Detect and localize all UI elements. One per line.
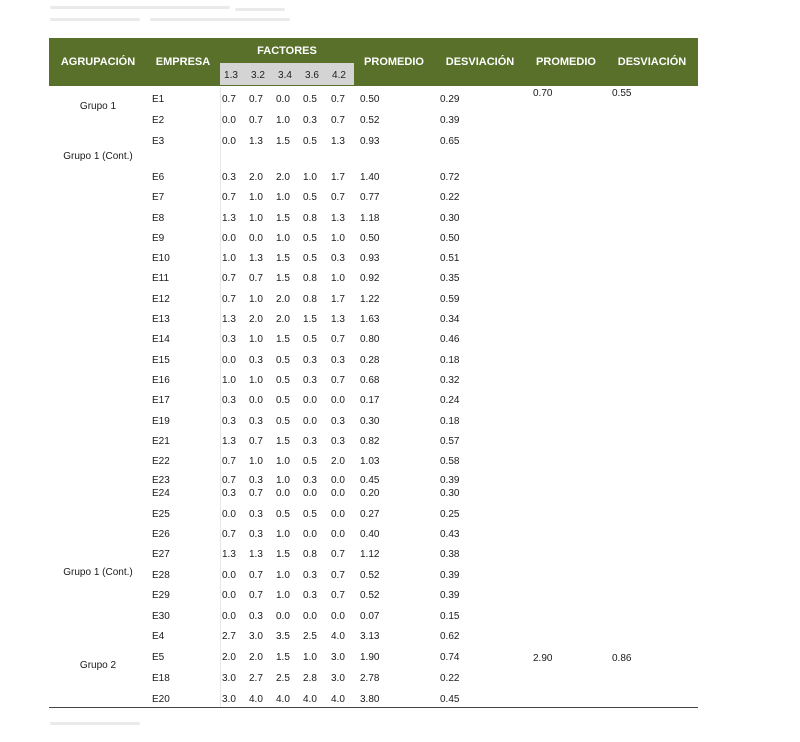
- empresa-cell: E4: [152, 631, 165, 642]
- desviacion-cell: 0.65: [440, 136, 460, 147]
- factor-cell: 2.5: [303, 631, 317, 642]
- promedio-cell: 1.03: [360, 456, 380, 467]
- factor-cell: 1.5: [276, 136, 290, 147]
- group-label: Grupo 1: [79, 101, 117, 112]
- factor-cell: 0.0: [222, 355, 236, 366]
- factor-cell: 0.0: [222, 509, 236, 520]
- factor-cell: 1.3: [222, 436, 236, 447]
- factor-cell: 1.0: [222, 253, 236, 264]
- factor-cell: 4.0: [331, 631, 345, 642]
- promedio-cell: 0.93: [360, 253, 380, 264]
- factor-cell: 0.8: [303, 273, 317, 284]
- desviacion-cell: 0.57: [440, 436, 460, 447]
- factor-cell: 1.5: [303, 314, 317, 325]
- factor-cell: 2.8: [303, 673, 317, 684]
- factor-cell: 0.3: [331, 355, 345, 366]
- empresa-cell: E12: [152, 294, 170, 305]
- factor-cell: 1.5: [276, 549, 290, 560]
- desviacion-cell: 0.39: [440, 590, 460, 601]
- factor-cell: 1.5: [276, 334, 290, 345]
- factor-cell: 1.0: [276, 590, 290, 601]
- factor-cell: 0.5: [276, 509, 290, 520]
- factor-cell: 0.0: [222, 590, 236, 601]
- faint-caption-line: [50, 6, 230, 9]
- factor-cell: 0.0: [222, 611, 236, 622]
- factor-cell: 2.0: [249, 652, 263, 663]
- factor-cell: 1.0: [276, 456, 290, 467]
- empresa-cell: E28: [152, 570, 170, 581]
- promedio-cell: 0.52: [360, 115, 380, 126]
- promedio-cell: 0.40: [360, 529, 380, 540]
- promedio-cell: 1.63: [360, 314, 380, 325]
- factor-cell: 0.0: [249, 395, 263, 406]
- factor-cell: 0.0: [303, 395, 317, 406]
- empresa-cell: E11: [152, 273, 170, 284]
- factor-cell: 1.5: [276, 436, 290, 447]
- factor-cell: 0.3: [222, 488, 236, 499]
- factor-cell: 0.0: [331, 611, 345, 622]
- promedio-cell: 0.17: [360, 395, 380, 406]
- factor-cell: 1.0: [249, 456, 263, 467]
- group-desviacion: 0.86: [612, 653, 632, 664]
- empresa-cell: E23: [152, 475, 170, 486]
- factor-cell: 1.5: [276, 213, 290, 224]
- factor-cell: 2.0: [276, 314, 290, 325]
- desviacion-cell: 0.18: [440, 355, 460, 366]
- factor-cell: 0.0: [303, 488, 317, 499]
- desviacion-cell: 0.39: [440, 570, 460, 581]
- promedio-cell: 3.80: [360, 694, 380, 705]
- group-promedio: 2.90: [533, 653, 553, 664]
- empresa-cell: E18: [152, 673, 170, 684]
- desviacion-cell: 0.24: [440, 395, 460, 406]
- empresa-cell: E15: [152, 355, 170, 366]
- promedio-cell: 1.90: [360, 652, 380, 663]
- factor-cell: 1.0: [276, 475, 290, 486]
- factor-cell: 4.0: [331, 694, 345, 705]
- factor-cell: 0.0: [222, 136, 236, 147]
- factor-cell: 0.0: [331, 395, 345, 406]
- factor-cell: 0.7: [222, 294, 236, 305]
- factor-cell: 0.7: [249, 436, 263, 447]
- empresa-cell: E17: [152, 395, 170, 406]
- faint-caption-line: [50, 18, 140, 21]
- factor-cell: 0.5: [303, 192, 317, 203]
- desviacion-cell: 0.74: [440, 652, 460, 663]
- factor-cell: 1.3: [331, 314, 345, 325]
- factor-cell: 0.3: [303, 115, 317, 126]
- factor-cell: 0.0: [222, 115, 236, 126]
- empresa-cell: E25: [152, 509, 170, 520]
- factor-cell: 0.3: [249, 355, 263, 366]
- factor-cell: 1.0: [303, 172, 317, 183]
- factor-cell: 1.3: [222, 314, 236, 325]
- factor-cell: 0.7: [222, 94, 236, 105]
- factor-cell: 0.0: [303, 529, 317, 540]
- promedio-cell: 3.13: [360, 631, 380, 642]
- empresa-cell: E14: [152, 334, 170, 345]
- factor-cell: 0.0: [276, 94, 290, 105]
- factor-cell: 3.5: [276, 631, 290, 642]
- factor-cell: 3.0: [222, 694, 236, 705]
- factor-cell: 4.0: [249, 694, 263, 705]
- promedio-cell: 0.28: [360, 355, 380, 366]
- factor-cell: 0.7: [331, 590, 345, 601]
- factor-cell: 0.3: [331, 436, 345, 447]
- factor-cell: 0.0: [303, 416, 317, 427]
- faint-caption-line: [150, 18, 290, 21]
- factor-cell: 0.8: [303, 213, 317, 224]
- factor-cell: 3.0: [222, 673, 236, 684]
- promedio-cell: 0.82: [360, 436, 380, 447]
- promedio-cell: 1.22: [360, 294, 380, 305]
- factor-cell: 0.0: [222, 570, 236, 581]
- group-promedio: 0.70: [533, 88, 553, 99]
- empresa-cell: E13: [152, 314, 170, 325]
- empresa-cell: E29: [152, 590, 170, 601]
- factor-cell: 0.7: [331, 115, 345, 126]
- factor-cell: 2.0: [276, 294, 290, 305]
- desviacion-cell: 0.34: [440, 314, 460, 325]
- factor-cell: 0.5: [303, 456, 317, 467]
- factor-cell: 0.0: [303, 611, 317, 622]
- factor-cell: 0.3: [331, 253, 345, 264]
- factor-cell: 2.0: [249, 314, 263, 325]
- factor-cell: 0.3: [249, 611, 263, 622]
- factor-cell: 0.0: [331, 509, 345, 520]
- factor-cell: 0.3: [249, 416, 263, 427]
- group-label: Grupo 1 (Cont.): [63, 567, 133, 578]
- factor-cell: 1.0: [331, 233, 345, 244]
- desviacion-cell: 0.45: [440, 694, 460, 705]
- desviacion-cell: 0.15: [440, 611, 460, 622]
- header-desviacion-grupo: DESVIACIÓN: [617, 56, 687, 68]
- factor-cell: 3.0: [249, 631, 263, 642]
- empresa-cell: E3: [152, 136, 165, 147]
- factor-cell: 0.3: [222, 172, 236, 183]
- bottom-rule: [49, 707, 698, 708]
- desviacion-cell: 0.29: [440, 94, 460, 105]
- header-desviacion: DESVIACIÓN: [445, 56, 515, 68]
- factor-code: 1.3: [224, 70, 238, 81]
- empresa-cell: E9: [152, 233, 165, 244]
- factor-cell: 1.3: [222, 213, 236, 224]
- factor-cell: 2.0: [249, 172, 263, 183]
- faint-caption-line: [235, 8, 285, 11]
- desviacion-cell: 0.43: [440, 529, 460, 540]
- factor-cell: 0.8: [303, 294, 317, 305]
- factor-cell: 0.7: [331, 192, 345, 203]
- factor-cell: 1.0: [303, 652, 317, 663]
- factor-cell: 0.3: [303, 375, 317, 386]
- factor-cell: 1.0: [222, 375, 236, 386]
- factor-cell: 0.5: [303, 509, 317, 520]
- factor-cell: 0.0: [276, 611, 290, 622]
- factor-cell: 0.0: [331, 488, 345, 499]
- factor-cell: 0.3: [303, 436, 317, 447]
- promedio-cell: 0.27: [360, 509, 380, 520]
- desviacion-cell: 0.22: [440, 192, 460, 203]
- factor-cell: 1.0: [249, 294, 263, 305]
- desviacion-cell: 0.35: [440, 273, 460, 284]
- desviacion-cell: 0.18: [440, 416, 460, 427]
- promedio-cell: 0.20: [360, 488, 380, 499]
- empresa-cell: E1: [152, 94, 165, 105]
- factor-cell: 1.0: [249, 334, 263, 345]
- empresa-cell: E10: [152, 253, 170, 264]
- empresa-cell: E30: [152, 611, 170, 622]
- empresa-cell: E24: [152, 488, 170, 499]
- factor-cell: 0.5: [303, 94, 317, 105]
- header-factores: FACTORES: [257, 45, 317, 57]
- factor-cell: 0.7: [331, 570, 345, 581]
- factor-cell: 0.7: [331, 334, 345, 345]
- factor-cell: 1.7: [331, 172, 345, 183]
- factor-cell: 0.5: [303, 233, 317, 244]
- desviacion-cell: 0.30: [440, 488, 460, 499]
- factor-cell: 0.3: [249, 475, 263, 486]
- header-empresa: EMPRESA: [155, 56, 211, 68]
- desviacion-cell: 0.58: [440, 456, 460, 467]
- factor-cell: 1.3: [249, 549, 263, 560]
- desviacion-cell: 0.30: [440, 213, 460, 224]
- factor-cell: 0.7: [249, 488, 263, 499]
- factor-cell: 0.5: [276, 355, 290, 366]
- promedio-cell: 0.80: [360, 334, 380, 345]
- factor-cell: 1.7: [331, 294, 345, 305]
- desviacion-cell: 0.39: [440, 475, 460, 486]
- factor-cell: 0.0: [222, 233, 236, 244]
- empresa-cell: E16: [152, 375, 170, 386]
- empresa-cell: E27: [152, 549, 170, 560]
- desviacion-cell: 0.62: [440, 631, 460, 642]
- factor-cell: 0.0: [276, 488, 290, 499]
- factor-code: 3.2: [251, 70, 265, 81]
- desviacion-cell: 0.22: [440, 673, 460, 684]
- empresa-cell: E20: [152, 694, 170, 705]
- empresa-cell: E8: [152, 213, 165, 224]
- factor-cell: 0.5: [303, 136, 317, 147]
- empresa-cell: E5: [152, 652, 165, 663]
- desviacion-cell: 0.38: [440, 549, 460, 560]
- promedio-cell: 0.50: [360, 233, 380, 244]
- factor-cell: 4.0: [303, 694, 317, 705]
- group-label: Grupo 1 (Cont.): [63, 151, 133, 162]
- factor-cell: 1.5: [276, 652, 290, 663]
- factor-cell: 1.0: [331, 273, 345, 284]
- promedio-cell: 0.52: [360, 570, 380, 581]
- factor-cell: 2.0: [331, 456, 345, 467]
- factor-cell: 2.0: [276, 172, 290, 183]
- group-label: Grupo 2: [79, 660, 117, 671]
- desviacion-cell: 0.50: [440, 233, 460, 244]
- factor-cell: 0.7: [249, 570, 263, 581]
- factor-code: 4.2: [332, 70, 346, 81]
- factor-cell: 3.0: [331, 652, 345, 663]
- factor-cell: 0.0: [331, 475, 345, 486]
- factor-cell: 0.3: [222, 416, 236, 427]
- promedio-cell: 0.30: [360, 416, 380, 427]
- factor-cell: 1.3: [249, 136, 263, 147]
- factor-cell: 0.7: [331, 94, 345, 105]
- factor-cell: 1.0: [276, 115, 290, 126]
- factor-cell: 1.0: [249, 213, 263, 224]
- factor-cell: 1.3: [331, 136, 345, 147]
- factor-cell: 1.0: [276, 529, 290, 540]
- factor-cell: 2.7: [249, 673, 263, 684]
- promedio-cell: 0.92: [360, 273, 380, 284]
- desviacion-cell: 0.51: [440, 253, 460, 264]
- empresa-cell: E21: [152, 436, 170, 447]
- factor-cell: 2.7: [222, 631, 236, 642]
- factor-cell: 0.3: [249, 509, 263, 520]
- desviacion-cell: 0.46: [440, 334, 460, 345]
- factor-cell: 0.7: [249, 273, 263, 284]
- factor-cell: 0.7: [331, 375, 345, 386]
- factor-cell: 0.5: [276, 375, 290, 386]
- factor-cell: 2.0: [222, 652, 236, 663]
- empresa-cell: E6: [152, 172, 165, 183]
- promedio-cell: 1.12: [360, 549, 380, 560]
- desviacion-cell: 0.25: [440, 509, 460, 520]
- factor-cell: 3.0: [331, 673, 345, 684]
- factor-cell: 0.7: [249, 590, 263, 601]
- promedio-cell: 0.93: [360, 136, 380, 147]
- empresa-cell: E26: [152, 529, 170, 540]
- promedio-cell: 2.78: [360, 673, 380, 684]
- factor-cell: 0.0: [249, 233, 263, 244]
- header-promedio: PROMEDIO: [364, 56, 424, 68]
- factor-code: 3.6: [305, 70, 319, 81]
- factor-cell: 1.0: [249, 375, 263, 386]
- factor-cell: 1.5: [276, 253, 290, 264]
- promedio-cell: 1.40: [360, 172, 380, 183]
- factor-cell: 1.3: [331, 213, 345, 224]
- empresa-cell: E7: [152, 192, 165, 203]
- factor-cell: 0.5: [276, 416, 290, 427]
- desviacion-cell: 0.39: [440, 115, 460, 126]
- promedio-cell: 0.68: [360, 375, 380, 386]
- factor-cell: 0.3: [331, 416, 345, 427]
- factor-cell: 0.7: [222, 475, 236, 486]
- empresa-cell: E19: [152, 416, 170, 427]
- factor-cell: 0.5: [276, 395, 290, 406]
- column-divider: [220, 88, 221, 708]
- factor-cell: 1.0: [249, 192, 263, 203]
- factor-code: 3.4: [278, 70, 292, 81]
- factor-cell: 0.7: [249, 94, 263, 105]
- factor-cell: 0.7: [222, 273, 236, 284]
- faint-footnote-line: [50, 722, 140, 725]
- factor-cell: 1.3: [249, 253, 263, 264]
- factor-cell: 0.5: [303, 334, 317, 345]
- desviacion-cell: 0.72: [440, 172, 460, 183]
- factor-cell: 0.3: [222, 334, 236, 345]
- factor-cell: 0.0: [331, 529, 345, 540]
- factor-cell: 1.3: [222, 549, 236, 560]
- empresa-cell: E22: [152, 456, 170, 467]
- factor-cell: 1.0: [276, 233, 290, 244]
- factor-cell: 0.7: [331, 549, 345, 560]
- desviacion-cell: 0.59: [440, 294, 460, 305]
- factor-cell: 0.3: [222, 395, 236, 406]
- factor-cell: 0.3: [303, 590, 317, 601]
- promedio-cell: 0.45: [360, 475, 380, 486]
- factor-cell: 0.8: [303, 549, 317, 560]
- factor-cell: 0.7: [249, 115, 263, 126]
- promedio-cell: 0.07: [360, 611, 380, 622]
- group-desviacion: 0.55: [612, 88, 632, 99]
- promedio-cell: 0.52: [360, 590, 380, 601]
- factor-cell: 0.7: [222, 529, 236, 540]
- factor-cell: 0.3: [303, 570, 317, 581]
- factor-cell: 0.5: [303, 253, 317, 264]
- header-promedio-grupo: PROMEDIO: [536, 56, 596, 68]
- factor-cell: 0.7: [222, 456, 236, 467]
- header-agrupacion: AGRUPACIÓN: [60, 56, 136, 68]
- promedio-cell: 1.18: [360, 213, 380, 224]
- factor-cell: 4.0: [276, 694, 290, 705]
- factor-cell: 0.3: [249, 529, 263, 540]
- promedio-cell: 0.77: [360, 192, 380, 203]
- factor-cell: 1.0: [276, 192, 290, 203]
- factor-cell: 1.5: [276, 273, 290, 284]
- factor-cell: 0.7: [222, 192, 236, 203]
- factor-cell: 2.5: [276, 673, 290, 684]
- empresa-cell: E2: [152, 115, 165, 126]
- factor-cell: 0.3: [303, 475, 317, 486]
- factor-cell: 1.0: [276, 570, 290, 581]
- desviacion-cell: 0.32: [440, 375, 460, 386]
- promedio-cell: 0.50: [360, 94, 380, 105]
- factor-cell: 0.3: [303, 355, 317, 366]
